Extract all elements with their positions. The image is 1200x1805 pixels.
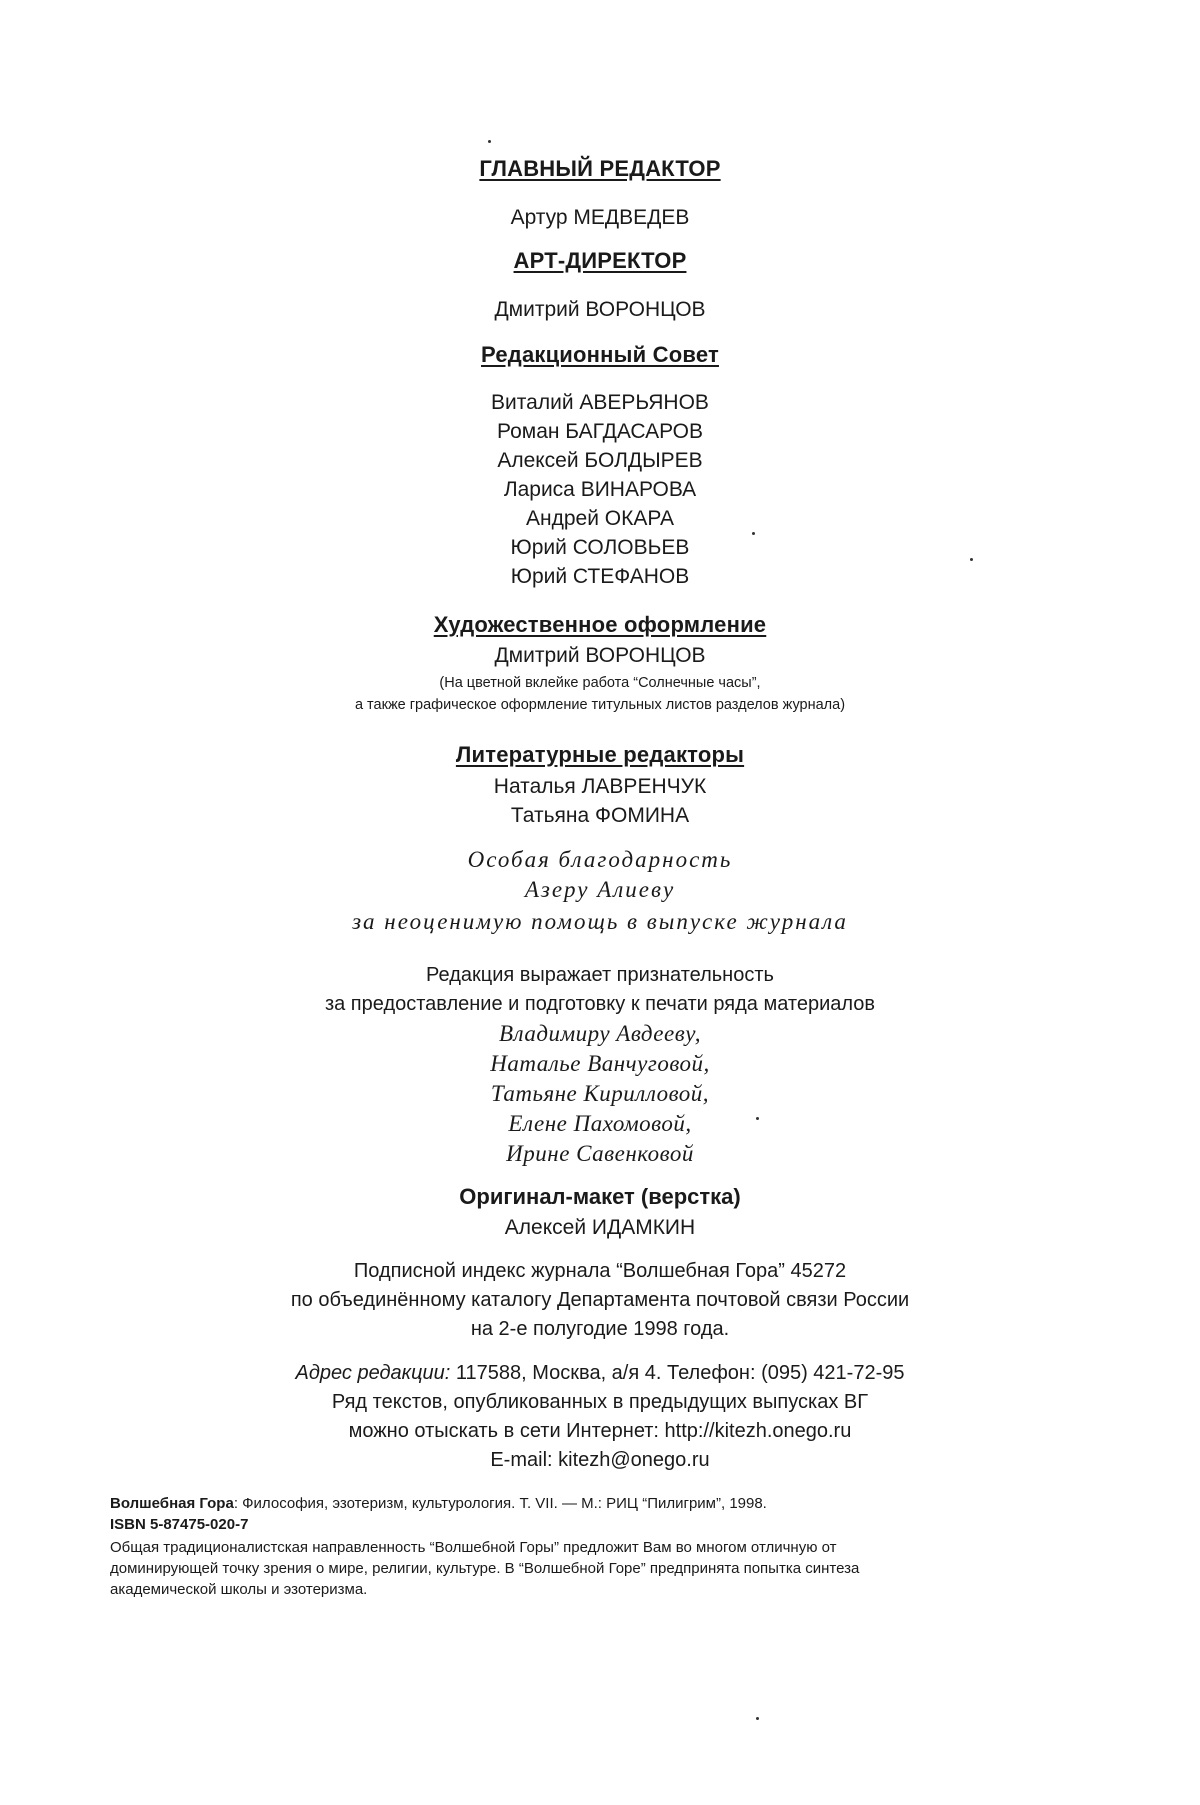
council-member: Юрий СТЕФАНОВ <box>510 565 690 588</box>
gratitude-name: Елене Пахомовой, <box>508 1111 692 1136</box>
gratitude-name: Ирине Савенковой <box>506 1141 694 1166</box>
council-member: Юрий СОЛОВЬЕВ <box>510 536 690 559</box>
literary-editors-heading: Литературные редакторы <box>455 742 745 767</box>
subscription-line: на 2-е полугодие 1998 года. <box>470 1318 730 1340</box>
contact-block <box>0 1359 1200 1475</box>
literary-editor-name: Татьяна ФОМИНА <box>510 804 690 827</box>
description-line: академической школы и эзотеризма. <box>110 1581 368 1598</box>
subscription-line: Подписной индекс журнала “Волшебная Гора” 45272 <box>353 1260 847 1282</box>
council-member: Виталий АВЕРЬЯНОВ <box>491 391 709 414</box>
gratitude-line: Редакция выражает признательность <box>426 964 774 986</box>
council-member: Роман БАГДАСАРОВ <box>497 420 703 443</box>
address-line <box>0 1359 1200 1388</box>
gratitude-name: Татьяне Кирилловой, <box>490 1081 710 1106</box>
council-member: Лариса ВИНАРОВА <box>503 478 697 501</box>
isbn: ISBN 5-87475-020-7 <box>110 1516 249 1533</box>
address-text: 117588, Москва, а/я 4. Телефон: (095) 421-72-95 <box>450 1362 905 1384</box>
gratitude-line: за предоставление и подготовку к печати ряда материалов <box>324 993 876 1015</box>
gratitude-block <box>0 961 1200 1169</box>
scan-speck <box>756 1117 759 1120</box>
layout-heading: Оригинал-макет (верстка) <box>459 1184 741 1209</box>
biblio-rest: : Философия, эзотеризм, культурология. Т. VII. — М.: РИЦ “Пилигрим”, 1998. <box>233 1495 767 1512</box>
thanks-line: Азеру Алиеву <box>524 877 676 902</box>
editor-name: Артур МЕДВЕДЕВ <box>510 206 690 229</box>
thanks-line: за неоценимую помощь в выпуске журнала <box>352 909 848 934</box>
art-director-heading: АРТ-ДИРЕКТОР <box>513 248 687 273</box>
description-line: доминирующей точку зрения о мире, религии, культуре. В “Волшебной Горе” предпринята попытка синтеза <box>110 1560 860 1577</box>
biblio-line <box>110 1493 1120 1514</box>
biblio-title: Волшебная Гора <box>110 1495 234 1512</box>
subscription-block <box>0 1257 1200 1344</box>
council-list <box>0 388 1200 591</box>
council-member: Андрей ОКАРА <box>526 507 674 530</box>
layout-name: Алексей ИДАМКИН <box>504 1216 696 1239</box>
scan-speck <box>488 140 491 143</box>
council-heading: Редакционный Совет <box>481 342 719 367</box>
email-line: E-mail: kitezh@onego.ru <box>490 1449 710 1471</box>
design-name: Дмитрий ВОРОНЦОВ <box>494 644 706 667</box>
editor-heading: ГЛАВНЫЙ РЕДАКТОР <box>479 156 721 181</box>
internet-line: можно отыскать в сети Интернет: http://kitezh.onego.ru <box>348 1420 852 1442</box>
address-label: Адрес редакции: <box>295 1362 451 1384</box>
editor-section <box>0 156 1200 182</box>
internet-line: Ряд текстов, опубликованных в предыдущих выпусках ВГ <box>331 1391 869 1413</box>
design-heading: Художественное оформление <box>433 612 767 637</box>
subscription-line: по объединённому каталогу Департамента почтовой связи России <box>290 1289 910 1311</box>
art-director-name: Дмитрий ВОРОНЦОВ <box>494 298 706 321</box>
gratitude-name: Владимиру Авдееву, <box>498 1021 702 1046</box>
council-member: Алексей БОЛДЫРЕВ <box>497 449 703 472</box>
design-note-line: а также графическое оформление титульных листов разделов журнала) <box>354 697 846 713</box>
description-line: Общая традиционалистская направленность “Волшебной Горы” предложит Вам во многом отличную от <box>110 1539 837 1556</box>
scan-speck <box>970 558 973 561</box>
special-thanks <box>0 845 1200 937</box>
design-note-line: (На цветной вклейке работа “Солнечные часы”, <box>439 675 761 691</box>
gratitude-name: Наталье Ванчуговой, <box>490 1051 710 1076</box>
scan-speck <box>752 532 755 535</box>
bibliographic-block <box>110 1493 1120 1600</box>
thanks-line: Особая благодарность <box>467 847 733 872</box>
literary-editor-name: Наталья ЛАВРЕНЧУК <box>493 775 707 798</box>
scan-speck <box>756 1717 759 1720</box>
